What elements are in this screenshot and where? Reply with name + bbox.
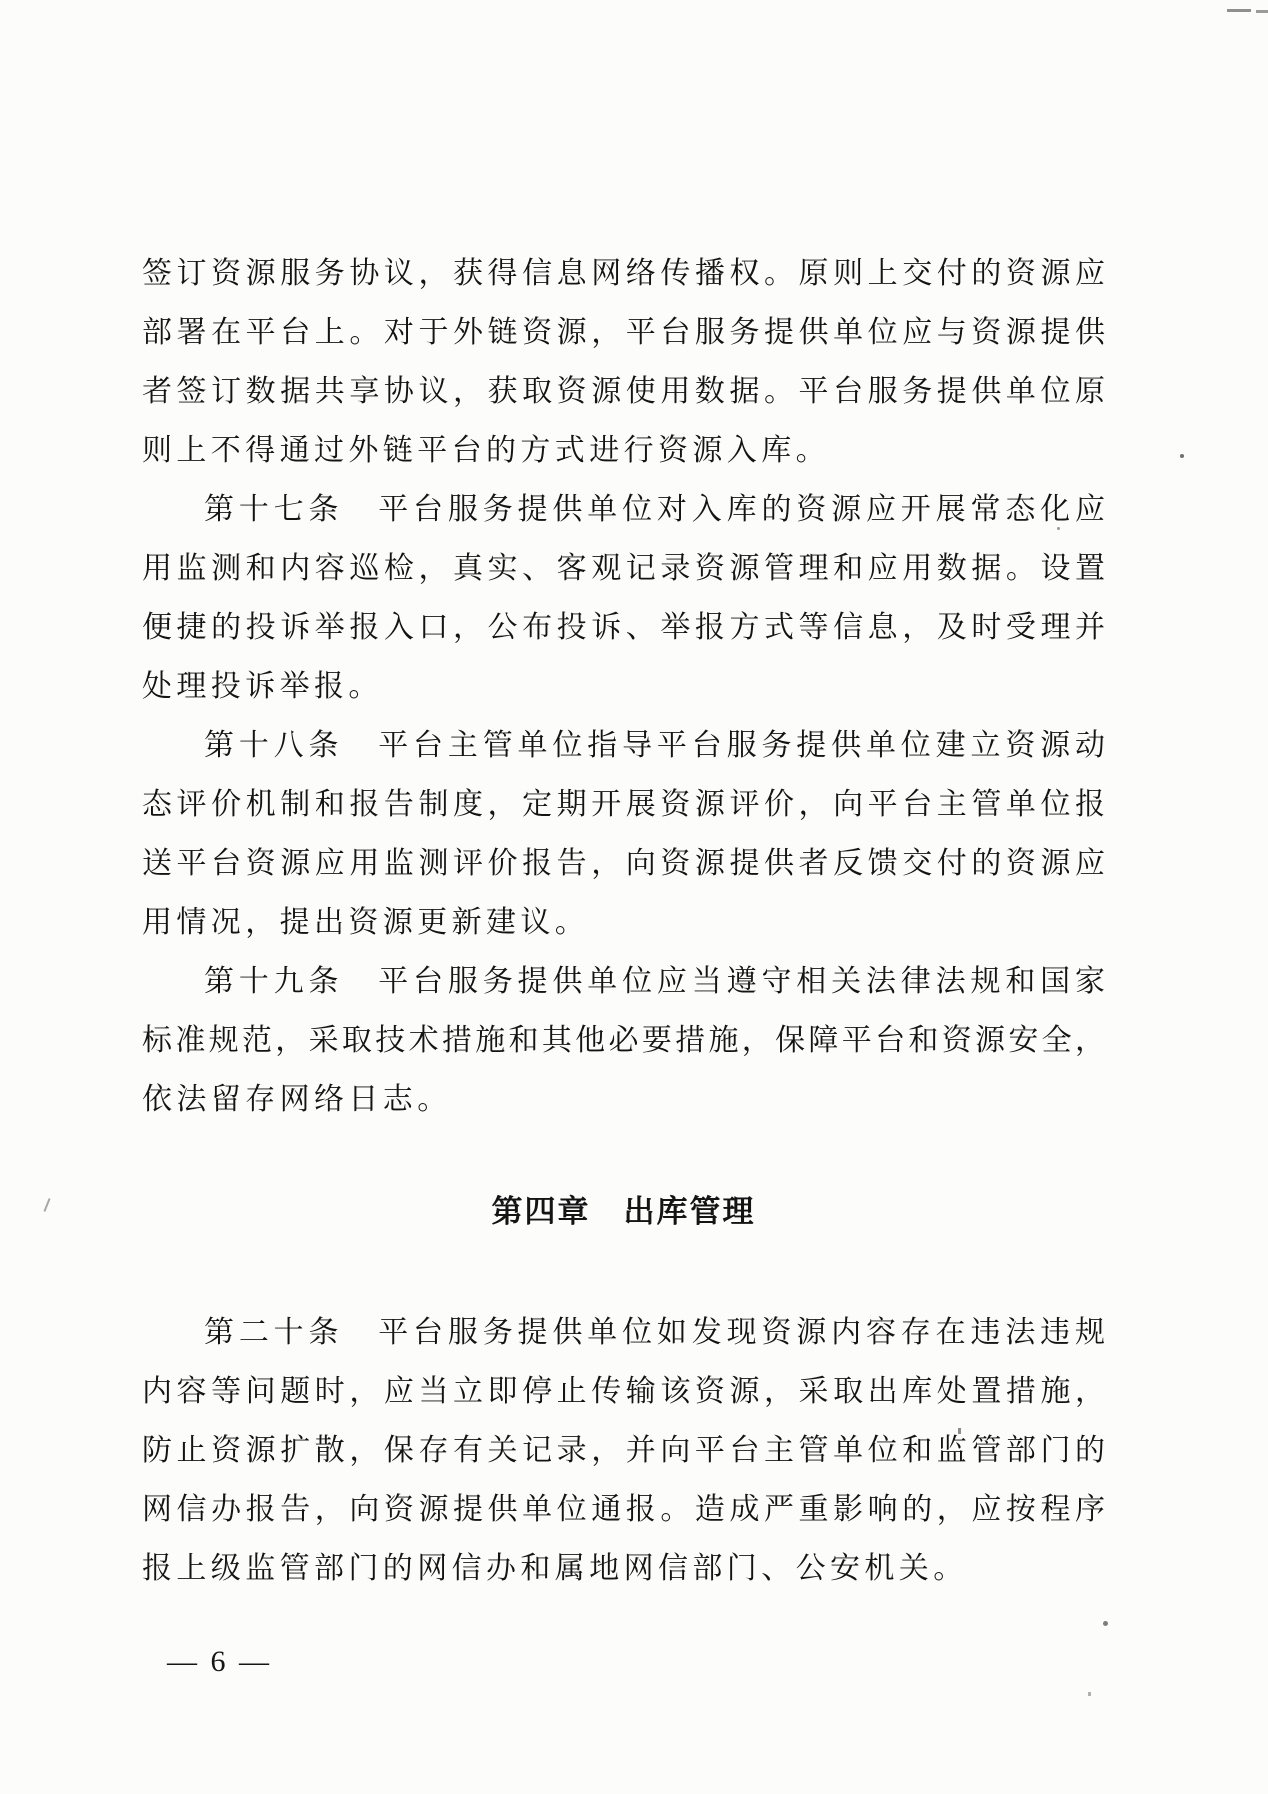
text-line: 第十八条 平台主管单位指导平台服务提供单位建立资源动 (204, 729, 1105, 762)
text-line: 签订资源服务协议，获得信息网络传播权。原则上交付的资源应 (142, 257, 1105, 290)
page-number: — 6 — (167, 1645, 272, 1678)
text-line: 便捷的投诉举报入口，公布投诉、举报方式等信息，及时受理并 (142, 611, 1105, 644)
text-line: 防止资源扩散，保存有关记录，并向平台主管单位和监管部门的 (142, 1434, 1105, 1467)
text-line: 内容等问题时，应当立即停止传输该资源，采取出库处置措施， (142, 1375, 1105, 1408)
text-line: 者签订数据共享协议，获取资源使用数据。平台服务提供单位原 (142, 375, 1105, 408)
text-line: 则上不得通过外链平台的方式进行资源入库。 (142, 434, 830, 467)
scan-artifact-dot (1180, 454, 1184, 458)
text-line: 第十九条 平台服务提供单位应当遵守相关法律法规和国家 (204, 965, 1105, 998)
text-line: 第十七条 平台服务提供单位对入库的资源应开展常态化应 (204, 493, 1105, 526)
scan-artifact-tick (43, 1198, 50, 1212)
paragraph-article-18 (142, 716, 1105, 952)
text-line: 送平台资源应用监测评价报告，向资源提供者反馈交付的资源应 (142, 847, 1105, 880)
text-line: 用情况，提出资源更新建议。 (142, 906, 590, 939)
paragraph-article-19 (142, 952, 1105, 1129)
document-text-block (142, 244, 1105, 1598)
text-line: 依法留存网络日志。 (142, 1083, 452, 1116)
paragraph-continuation (142, 244, 1105, 480)
scan-artifact-dot (1103, 1621, 1108, 1626)
text-line: 态评价机制和报告制度，定期开展资源评价，向平台主管单位报 (142, 788, 1105, 821)
text-line: 用监测和内容巡检，真实、客观记录资源管理和应用数据。设置 (142, 552, 1105, 585)
text-line: 标准规范，采取技术措施和其他必要措施，保障平台和资源安全， (142, 1024, 1105, 1057)
chapter-heading: 第四章 出库管理 (491, 1194, 756, 1229)
scan-artifact-dot (1088, 1692, 1091, 1696)
paragraph-article-17 (142, 480, 1105, 716)
text-line: 报上级监管部门的网信办和属地网信部门、公安机关。 (142, 1552, 968, 1585)
scan-artifact-top-right-dashes (1227, 9, 1268, 13)
paragraph-article-20 (142, 1303, 1105, 1598)
text-line: 第二十条 平台服务提供单位如发现资源内容存在违法违规 (204, 1316, 1105, 1349)
text-line: 网信办报告，向资源提供单位通报。造成严重影响的，应按程序 (142, 1493, 1105, 1526)
text-line: 部署在平台上。对于外链资源，平台服务提供单位应与资源提供 (142, 316, 1105, 349)
text-line: 处理投诉举报。 (142, 670, 383, 703)
